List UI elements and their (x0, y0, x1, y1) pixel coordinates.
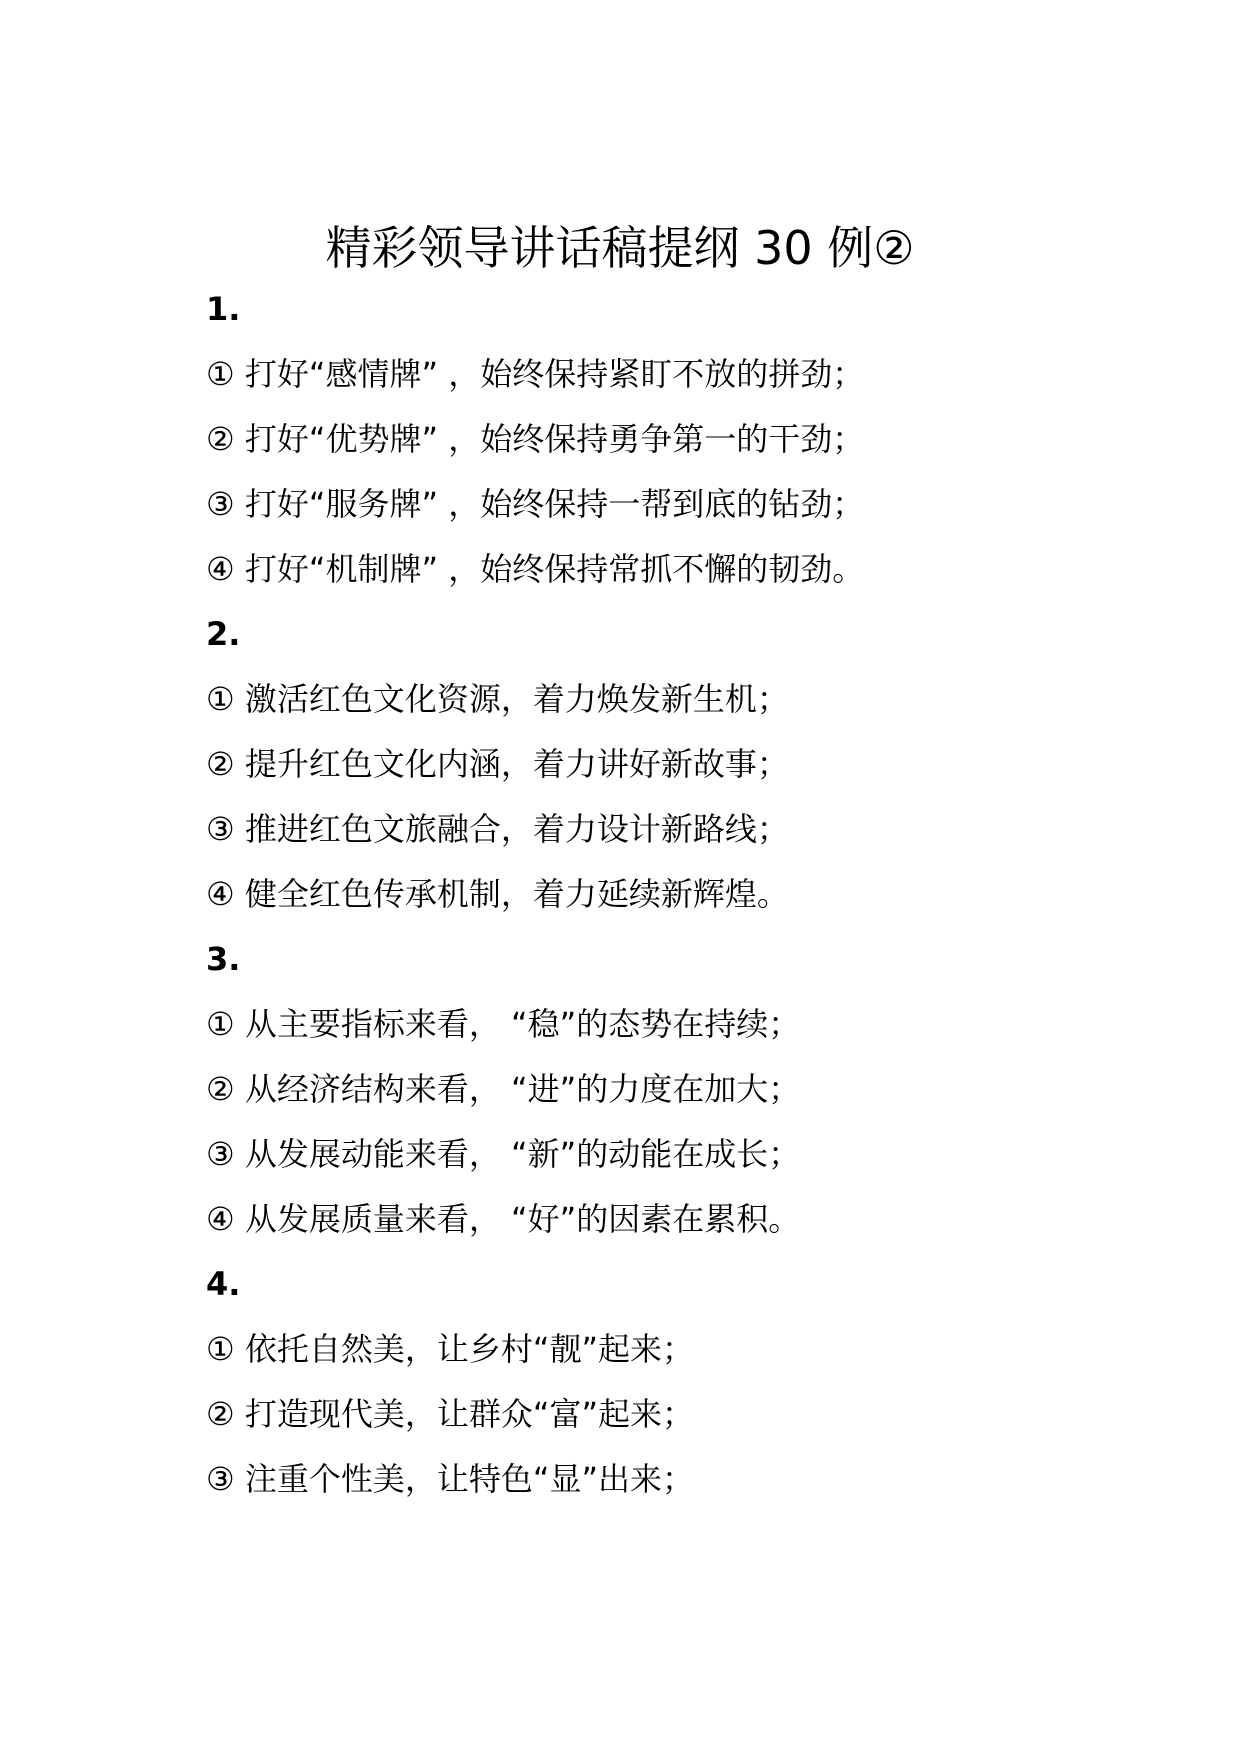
list-item: ④ 从发展质量来看， “好”的因素在累积。 (206, 1200, 801, 1238)
list-item: ③ 打好“服务牌” ，始终保持一帮到底的钻劲； (206, 485, 865, 523)
section-number: 2. (206, 615, 241, 653)
list-item: ④ 打好“机制牌” ，始终保持常抓不懈的韧劲。 (206, 550, 865, 588)
list-item: ② 从经济结构来看， “进”的力度在加大； (206, 1070, 801, 1108)
list-item: ③ 推进红色文旅融合，着力设计新路线； (206, 810, 789, 848)
list-item: ① 从主要指标来看， “稳”的态势在持续； (206, 1005, 801, 1043)
section-number: 3. (206, 940, 241, 978)
list-item: ① 激活红色文化资源，着力焕发新生机； (206, 680, 789, 718)
list-item: ③ 注重个性美，让特色“显”出来； (206, 1460, 695, 1498)
list-item: ② 打造现代美，让群众“富”起来； (206, 1395, 695, 1433)
section-number: 4. (206, 1265, 241, 1303)
document-title: 精彩领导讲话稿提纲 30 例② (325, 221, 915, 275)
list-item: ③ 从发展动能来看， “新”的动能在成长； (206, 1135, 801, 1173)
list-item: ② 打好“优势牌” ，始终保持勇争第一的干劲； (206, 420, 865, 458)
section-number: 1. (206, 290, 241, 328)
list-item: ① 依托自然美，让乡村“靓”起来； (206, 1330, 695, 1368)
list-item: ④ 健全红色传承机制，着力延续新辉煌。 (206, 875, 789, 913)
list-item: ② 提升红色文化内涵，着力讲好新故事； (206, 745, 789, 783)
list-item: ① 打好“感情牌” ，始终保持紧盯不放的拼劲； (206, 355, 865, 393)
document-body (206, 277, 1166, 1512)
